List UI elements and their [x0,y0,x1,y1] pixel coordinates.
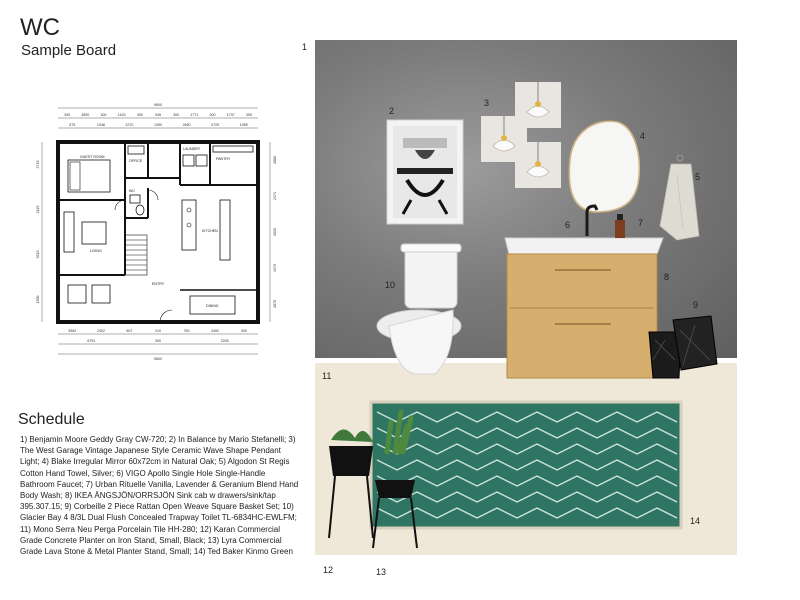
dimension-label: 1089 [239,123,248,127]
dimension-label: 4370 [273,264,277,272]
dimension-label: 305 [245,113,252,117]
dimension-label: 607 [126,329,133,333]
dimension-label: 3962 [68,329,77,333]
room-label: OFFICE [129,159,143,163]
rattan-baskets [649,316,717,378]
dimension-label: 2115 [36,205,40,214]
dimension-label: 2402 [96,329,105,333]
dimension-label: 2725 [211,123,220,127]
room-label: ENTRY [152,282,165,286]
dimension-label: 2875 [273,300,277,308]
concrete-planter [329,429,373,538]
label-3: 3 [484,98,490,108]
dimension-label: 6791 [87,339,96,343]
dimension-label: 2880 [273,156,277,164]
dimension-label: 750 [183,329,190,333]
schedule-heading: Schedule [18,411,85,428]
dimension-label: 2471 [273,192,277,200]
room-label: KITCHEN [202,229,218,233]
dimension-label: 1737 [226,113,235,117]
green-rug [371,402,681,528]
hand-towel [660,155,699,240]
dimension-label: 300 [100,113,107,117]
pendant-lights [481,82,561,188]
dimension-label: 2492 [211,329,220,333]
dimension-label: 1350 [154,123,162,127]
room-label: DINING [206,304,219,308]
dimension-label: 3030 [273,228,277,236]
page-title: WC [20,14,60,41]
dimension-label: 300 [209,113,216,117]
dimension-label: 3519 [36,250,40,259]
dimension-label: 1771 [190,113,199,117]
dimension-label: 300 [136,113,143,117]
hand-wash-bottle [615,214,625,238]
dimension-label: 2890 [81,113,90,117]
label-1: 1 [302,42,308,52]
room-label: PANTRY [216,157,231,161]
label-10: 10 [385,280,396,290]
floor-plan-dimensions [30,100,285,365]
schedule-text: 1) Benjamin Moore Geddy Gray CW-720; 2) In Balance by Mario Stefanelli; 3) The West Garage Vintage Japanese Style Ceramic Wave Shape Pendant Light; 4) Blake Irregular Mirror 60x72cm in Natural Oak; 5) Algodon St Regis Cotton Hand Towel, Silver; 6) VIGO Apollo Single Hole Single-Handle Bathroom Faucet; 7) Urban Rituelle Vanilla, Lavender & Geranium Blend Hand Body Wash; 8) IKEA ÄNGSJÖN/ORRSJÖN Sink cab w drawers/sink/tap 395.307.15; 9) Corbeille 2 Piece Rattan Open Weave Square Basket Set; 10) Glacier Bay 4 8/3L Dual Flush Concealed Trapway Toilet TL-6834HC-EWLFM; 11) Mono Serra Neu Perga Porcelain Tile HH-280; 12) Karan Commercial Grade Concrete Planter on Iron Stand, Small, Black; 13) Lyra Commercial Grade Lava Stone & Metal Planter Stand, Small; 14) Ted Baker Kinmo Green [20,435,299,557]
label-4: 4 [640,131,646,141]
dimension-label: 3719 [36,160,40,169]
dimension-label: 1048 [96,123,105,127]
irregular-mirror [569,121,639,212]
dimension-label: 2205 [220,339,229,343]
artwork-frame [387,120,463,224]
dimension-label: 945 [155,113,161,117]
room-label: LAUNDRY [183,147,201,151]
label-6: 6 [565,220,571,230]
dimension-label: 305 [240,329,247,333]
label-5: 5 [695,172,701,182]
label-8: 8 [664,272,670,282]
dimension-label: 575 [69,123,76,127]
room-label: LIVING [90,249,102,253]
dimension-label: 210 [155,329,161,333]
room-label: WC [129,189,135,193]
room-label: GUEST ROOM [80,155,105,159]
label-7: 7 [638,218,644,228]
label-12: 12 [323,565,334,575]
vanity-cabinet [505,238,663,378]
dimension-label: 2450 [182,123,191,127]
dimension-label: 9600 [154,103,162,107]
dimension-label: 300 [155,339,161,343]
moodboard-canvas [315,40,737,560]
label-14: 14 [690,516,701,526]
page-subtitle: Sample Board [21,42,117,59]
dimension-label: 305 [64,113,71,117]
dimension-label: 9600 [154,357,162,361]
label-9: 9 [693,300,699,310]
label-13: 13 [376,567,387,577]
label-2: 2 [389,106,395,116]
label-11: 11 [322,371,332,381]
dimension-label: 1596 [36,295,40,304]
dimension-label: 2270 [125,123,134,127]
dimension-label: 300 [173,113,180,117]
dimension-label: 1153 [117,113,126,117]
toilet [377,244,461,374]
